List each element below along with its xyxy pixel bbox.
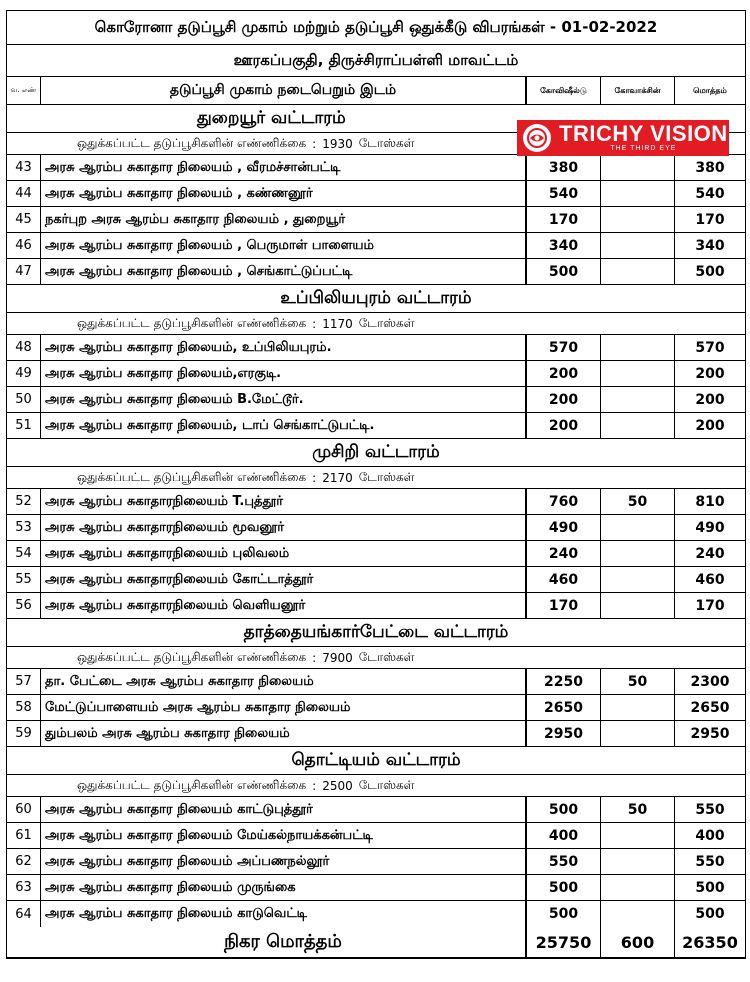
- table-row: [7, 849, 745, 875]
- block-heading: தாத்தையங்கார்பேட்டை வட்டாரம்: [7, 619, 745, 647]
- row-total: 200: [695, 365, 725, 382]
- row-total: 200: [695, 391, 725, 408]
- dose-count-colon: :: [312, 778, 317, 793]
- table-row: [7, 259, 745, 285]
- row-total: 500: [695, 906, 725, 922]
- row-serial: 52: [7, 489, 41, 514]
- row-covaxin: 50: [601, 669, 675, 694]
- row-total: 810: [695, 493, 725, 510]
- trichy-vision-logo: [517, 120, 729, 156]
- row-covaxin: [601, 721, 675, 746]
- row-total: 550: [695, 801, 725, 818]
- grand-total-spacer: [7, 927, 41, 957]
- row-total: 540: [695, 185, 725, 202]
- row-covaxin: [601, 155, 675, 180]
- row-serial: 56: [7, 593, 41, 618]
- eye-icon: [523, 124, 551, 152]
- row-covishield: 500: [527, 875, 601, 900]
- dose-unit: டோஸ்கள்: [358, 135, 415, 150]
- row-covaxin: [601, 823, 675, 848]
- row-serial: 59: [7, 721, 41, 746]
- row-covaxin: [601, 207, 675, 232]
- table-row: [7, 901, 745, 927]
- row-total: 550: [695, 853, 725, 870]
- row-serial: 43: [7, 155, 41, 180]
- page-title: கொரோனா தடுப்பூசி முகாம் மற்றும் தடுப்பூசி ஒதுக்கீடு விபரங்கள் - 01-02-2022: [7, 11, 745, 45]
- row-serial: 64: [7, 901, 41, 927]
- dose-count-colon: :: [312, 650, 317, 665]
- table-row: [7, 695, 745, 721]
- row-covaxin: [601, 901, 675, 927]
- row-serial: 62: [7, 849, 41, 874]
- row-total: 500: [695, 263, 725, 280]
- table-row: [7, 721, 745, 747]
- dose-count-colon: :: [312, 470, 317, 485]
- table-row: [7, 387, 745, 413]
- row-place: தும்பலம் அரசு ஆரம்ப சுகாதார நிலையம்: [41, 721, 527, 746]
- dose-count-label: ஒதுக்கப்பட்ட தடுப்பூசிகளின் எண்ணிக்கை: [77, 777, 307, 792]
- dose-unit: டோஸ்கள்: [358, 469, 415, 484]
- row-total: 170: [695, 597, 725, 614]
- row-serial: 48: [7, 335, 41, 360]
- grand-total-row: [7, 927, 745, 958]
- grand-total-total: 26350: [682, 932, 738, 952]
- row-covaxin: 50: [601, 489, 675, 514]
- table-row: [7, 335, 745, 361]
- row-serial: 46: [7, 233, 41, 258]
- row-place: அரசு ஆரம்ப சுகாதார நிலையம் , வீரமச்சான்பட்டி: [41, 155, 527, 180]
- header-covishield: கோவிஷீல்டு: [527, 77, 601, 104]
- row-serial: 44: [7, 181, 41, 206]
- row-covaxin: [601, 541, 675, 566]
- row-covishield: 2950: [527, 721, 601, 746]
- row-total: 400: [695, 827, 725, 844]
- dose-count-value: 2170: [322, 470, 353, 485]
- dose-count-value: 2500: [322, 778, 353, 793]
- dose-count-line: [7, 313, 745, 335]
- table-row: [7, 155, 745, 181]
- row-place: அரசு ஆரம்ப சுகாதார நிலையம் B.மேட்டூர்.: [41, 387, 527, 412]
- grand-total-covaxin: 600: [601, 927, 675, 957]
- table-row: [7, 541, 745, 567]
- dose-count-colon: :: [312, 316, 317, 331]
- row-total: 490: [695, 519, 725, 536]
- dose-count-colon: :: [312, 136, 317, 151]
- row-covishield: 550: [527, 849, 601, 874]
- table-row: [7, 207, 745, 233]
- row-total: 380: [695, 159, 725, 176]
- row-covaxin: [601, 335, 675, 360]
- dose-count-label: ஒதுக்கப்பட்ட தடுப்பூசிகளின் எண்ணிக்கை: [77, 649, 307, 664]
- row-total: 2650: [690, 699, 730, 716]
- row-covishield: 400: [527, 823, 601, 848]
- row-total: 340: [695, 237, 725, 254]
- dose-count-label: ஒதுக்கப்பட்ட தடுப்பூசிகளின் எண்ணிக்கை: [77, 469, 307, 484]
- row-place: அரசு ஆரம்ப சுகாதார நிலையம்,எரகுடி.: [41, 361, 527, 386]
- dose-count-label: ஒதுக்கப்பட்ட தடுப்பூசிகளின் எண்ணிக்கை: [77, 315, 307, 330]
- row-covishield: 490: [527, 515, 601, 540]
- row-covishield: 2250: [527, 669, 601, 694]
- row-covaxin: [601, 387, 675, 412]
- row-covishield: 340: [527, 233, 601, 258]
- row-serial: 57: [7, 669, 41, 694]
- table-row: [7, 593, 745, 619]
- row-covaxin: [601, 515, 675, 540]
- row-place: அரசு ஆரம்ப சுகாதாரநிலையம் கோட்டாத்தூர்: [41, 567, 527, 592]
- header-serial: வ. எண்: [7, 77, 41, 104]
- table-row: [7, 875, 745, 901]
- dose-unit: டோஸ்கள்: [358, 777, 415, 792]
- row-covishield: 2650: [527, 695, 601, 720]
- row-place: அரசு ஆரம்ப சுகாதார நிலையம் , செங்காட்டுப்பட்டி: [41, 259, 527, 284]
- row-total: 500: [695, 879, 725, 896]
- dose-count-value: 1170: [322, 316, 353, 331]
- table-row: [7, 669, 745, 695]
- row-serial: 63: [7, 875, 41, 900]
- row-place: அரசு ஆரம்ப சுகாதாரநிலையம் வெளியனூர்: [41, 593, 527, 618]
- table-row: [7, 361, 745, 387]
- row-covishield: 200: [527, 387, 601, 412]
- row-covishield: 500: [527, 901, 601, 927]
- header-total: மொத்தம்: [693, 85, 727, 95]
- row-total: 200: [695, 417, 725, 434]
- row-covaxin: [601, 259, 675, 284]
- dose-count-line: [7, 467, 745, 489]
- block-heading: உப்பிலியபுரம் வட்டாரம்: [7, 285, 745, 313]
- row-place: அரசு ஆரம்ப சுகாதாரநிலையம் T.புத்தூர்: [41, 489, 527, 514]
- row-serial: 51: [7, 413, 41, 438]
- logo-name: TRICHY VISION: [559, 121, 728, 146]
- dose-unit: டோஸ்கள்: [358, 315, 415, 330]
- row-total: 2950: [690, 725, 730, 742]
- block-heading: முசிறி வட்டாரம்: [7, 439, 745, 467]
- row-covishield: 540: [527, 181, 601, 206]
- row-covishield: 200: [527, 361, 601, 386]
- dose-count-line: [7, 775, 745, 797]
- row-serial: 45: [7, 207, 41, 232]
- row-covishield: 500: [527, 797, 601, 822]
- row-covishield: 240: [527, 541, 601, 566]
- row-place: அரசு ஆரம்ப சுகாதார நிலையம் மேய்கல்நாயக்கன்பட்டி: [41, 823, 527, 848]
- row-place: அரசு ஆரம்ப சுகாதார நிலையம் முருங்கை: [41, 875, 527, 900]
- row-covaxin: [601, 695, 675, 720]
- row-serial: 55: [7, 567, 41, 592]
- row-place: அரசு ஆரம்ப சுகாதார நிலையம் காட்டுபுத்தூர்: [41, 797, 527, 822]
- header-place: தடுப்பூசி முகாம் நடைபெறும் இடம்: [41, 77, 527, 104]
- logo-tagline: THE THIRD EYE: [610, 145, 677, 152]
- row-place: மேட்டுப்பாளையம் அரசு ஆரம்ப சுகாதார நிலையம்: [41, 695, 527, 720]
- row-place: அரசு ஆரம்ப சுகாதார நிலையம் , கண்ணனூர்: [41, 181, 527, 206]
- row-place: அரசு ஆரம்ப சுகாதார நிலையம் அப்பணநல்லூர்: [41, 849, 527, 874]
- page-subtitle: ஊரகப்பகுதி, திருச்சிராப்பள்ளி மாவட்டம்: [7, 45, 745, 77]
- row-total: 460: [695, 571, 725, 588]
- row-place: அரசு ஆரம்ப சுகாதாரநிலையம் மூவனூர்: [41, 515, 527, 540]
- row-place: அரசு ஆரம்ப சுகாதார நிலையம், உப்பிலியபுரம்.: [41, 335, 527, 360]
- grand-total-label: நிகர மொத்தம்: [41, 927, 527, 957]
- row-covishield: 380: [527, 155, 601, 180]
- row-covaxin: [601, 413, 675, 438]
- row-total: 2300: [690, 673, 730, 690]
- table-row: [7, 823, 745, 849]
- row-place: அரசு ஆரம்ப சுகாதார நிலையம் காடுவெட்டி: [41, 901, 527, 927]
- table-row: [7, 489, 745, 515]
- row-serial: 47: [7, 259, 41, 284]
- row-place: அரசு ஆரம்ப சுகாதார நிலையம் , பெருமாள் பாளையம்: [41, 233, 527, 258]
- row-covishield: 500: [527, 259, 601, 284]
- table-row: [7, 515, 745, 541]
- row-covaxin: [601, 233, 675, 258]
- row-covishield: 460: [527, 567, 601, 592]
- grand-total-covishield: 25750: [527, 927, 601, 957]
- logo-text: [559, 123, 728, 153]
- blocks-container: [7, 105, 745, 927]
- header-covaxin: கோவாக்சின்: [601, 77, 675, 104]
- row-place: அரசு ஆரம்ப சுகாதாரநிலையம் புலிவலம்: [41, 541, 527, 566]
- row-covishield: 760: [527, 489, 601, 514]
- row-covaxin: 50: [601, 797, 675, 822]
- dose-unit: டோஸ்கள்: [358, 649, 415, 664]
- dose-count-value: 7900: [322, 650, 353, 665]
- dose-count-value: 1930: [322, 136, 353, 151]
- block-heading: துறையூர் வட்டாரம்: [7, 105, 745, 133]
- table-row: [7, 567, 745, 593]
- row-covishield: 170: [527, 593, 601, 618]
- row-serial: 58: [7, 695, 41, 720]
- row-covaxin: [601, 361, 675, 386]
- row-covishield: 570: [527, 335, 601, 360]
- row-covaxin: [601, 593, 675, 618]
- row-covishield: 200: [527, 413, 601, 438]
- row-covishield: 170: [527, 207, 601, 232]
- row-serial: 60: [7, 797, 41, 822]
- block-heading: தொட்டியம் வட்டாரம்: [7, 747, 745, 775]
- row-place: நகர்புற அரசு ஆரம்ப சுகாதார நிலையம் , துறையூர்: [41, 207, 527, 232]
- row-covaxin: [601, 849, 675, 874]
- table-row: [7, 233, 745, 259]
- row-serial: 49: [7, 361, 41, 386]
- row-covaxin: [601, 181, 675, 206]
- row-covaxin: [601, 567, 675, 592]
- table-header: [7, 77, 745, 105]
- vaccination-sheet: [6, 10, 746, 959]
- table-row: [7, 181, 745, 207]
- row-serial: 54: [7, 541, 41, 566]
- row-place: தா. பேட்டை அரசு ஆரம்ப சுகாதார நிலையம்: [41, 669, 527, 694]
- table-row: [7, 797, 745, 823]
- row-serial: 61: [7, 823, 41, 848]
- dose-count-line: [7, 647, 745, 669]
- dose-count-label: ஒதுக்கப்பட்ட தடுப்பூசிகளின் எண்ணிக்கை: [77, 135, 307, 150]
- table-row: [7, 413, 745, 439]
- row-total: 570: [695, 339, 725, 356]
- row-serial: 50: [7, 387, 41, 412]
- row-total: 170: [695, 211, 725, 228]
- row-total: 240: [695, 545, 725, 562]
- row-place: அரசு ஆரம்ப சுகாதார நிலையம், டாப் செங்காட்டுபட்டி.: [41, 413, 527, 438]
- row-serial: 53: [7, 515, 41, 540]
- row-covaxin: [601, 875, 675, 900]
